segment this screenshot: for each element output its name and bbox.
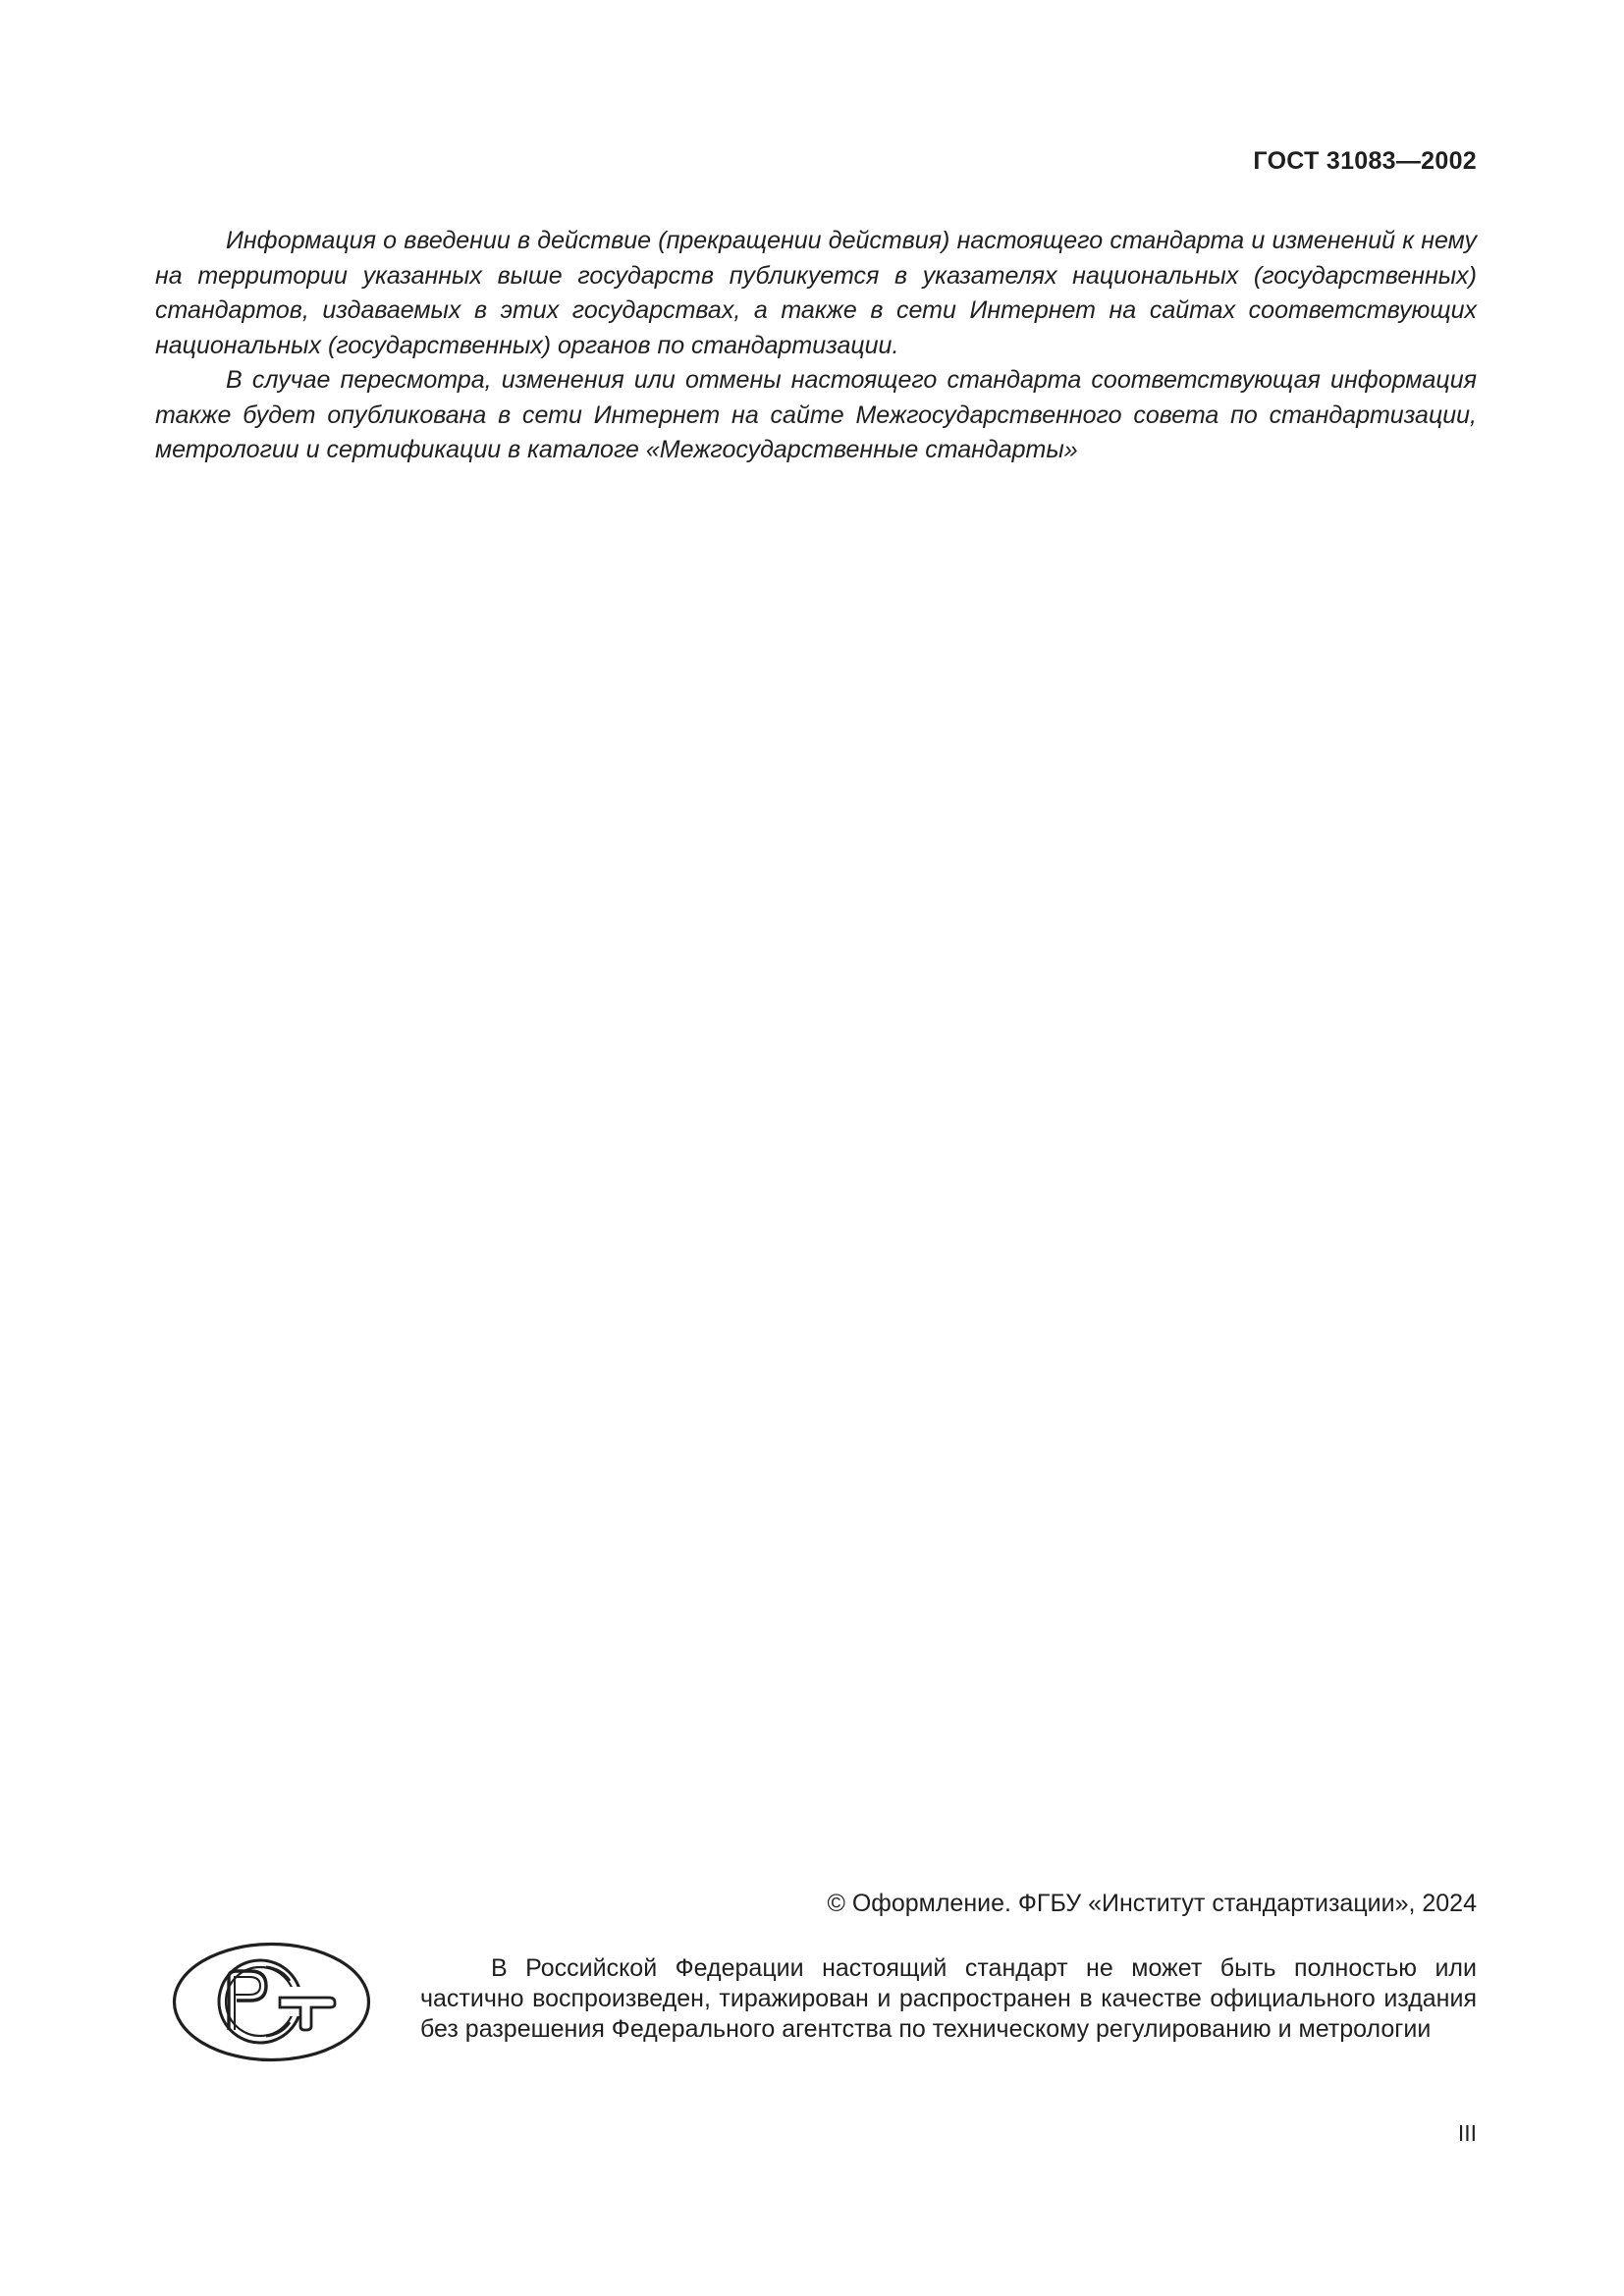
page-number: III	[1457, 2120, 1477, 2146]
intro-paragraph-2: В случае пересмотра, изменения или отмены настоящего стандарта соответствующая информация также будет опубликована в сети Интернет на сайте Межгосударственного совета по стандартизации, метрологии и сертификации в каталоге «Межгосударственные стандарты»	[155, 366, 1477, 463]
reproduction-notice: В Российской Федерации настоящий стандарт не может быть полностью или частично воспроизведен, тиражирован и распространен в качестве официального издания без разрешения Федерального агентства по техническому регулированию и метрологии	[420, 1954, 1477, 2043]
intro-section	[155, 224, 1477, 468]
intro-paragraph-1: Информация о введении в действие (прекращении действия) настоящего стандарта и изменений к нему на территории указанных выше государств публикуется в указателях национальных (государственных) стандартов, издаваемых в этих государствах, а также в сети Интернет на сайтах соответствующих национальных (государственных) органов по стандартизации.	[155, 227, 1477, 359]
document-code: ГОСТ 31083—2002	[1253, 147, 1477, 175]
rst-certification-mark-icon	[172, 1942, 371, 2062]
copyright-line: © Оформление. ФГБУ «Институт стандартизации», 2024	[827, 1890, 1477, 1917]
